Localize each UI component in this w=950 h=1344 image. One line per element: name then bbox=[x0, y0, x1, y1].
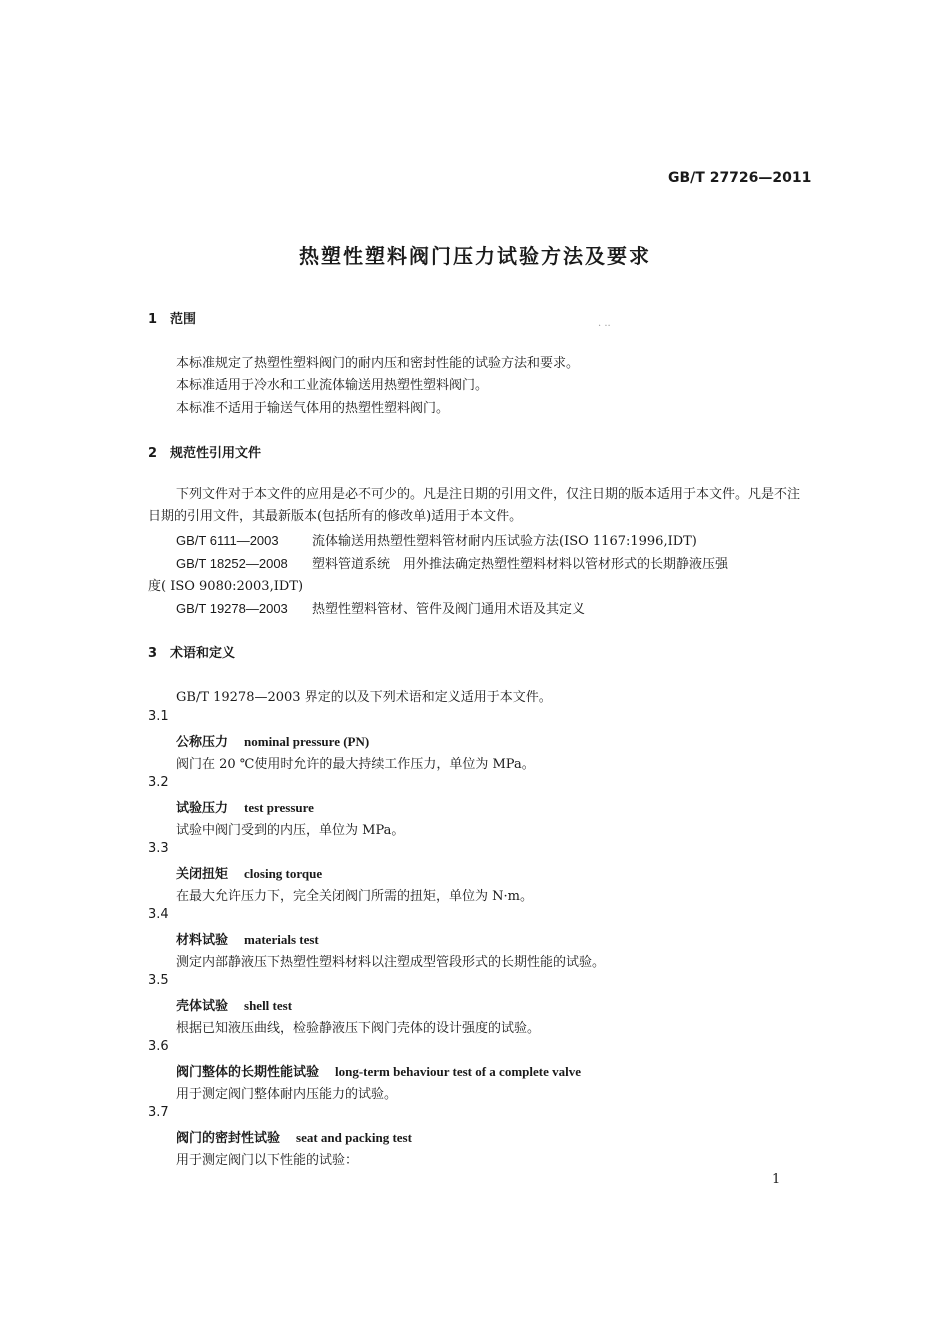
term-en: nominal pressure (PN) bbox=[244, 734, 370, 749]
reference-title: 流体输送用热塑性塑料管材耐内压试验方法(ISO 1167:1996,IDT) bbox=[312, 534, 697, 549]
term-en: shell test bbox=[244, 998, 293, 1013]
section-title: 规范性引用文件 bbox=[170, 446, 262, 461]
reference-code: GB/T 19278—2003 bbox=[176, 601, 288, 616]
document-title: 热塑性塑料阀门压力试验方法及要求 bbox=[299, 244, 651, 268]
reference-item bbox=[176, 598, 585, 617]
term-definition: 用于测定阀门以下性能的试验： bbox=[176, 1153, 359, 1168]
term-zh: 材料试验 bbox=[176, 933, 229, 948]
term-zh: 阀门整体的长期性能试验 bbox=[176, 1065, 320, 1080]
term-number: 3.5 bbox=[148, 973, 169, 988]
paragraph: 下列文件对于本文件的应用是必不可少的。凡是注日期的引用文件，仅注日期的版本适用于本文件。凡是不注日期的引用文件，其最新版本(包括所有的修改单)适用于本文件。 bbox=[148, 487, 801, 524]
paragraph: GB/T 19278—2003 界定的以及下列术语和定义适用于本文件。 bbox=[176, 690, 552, 705]
standard-code: GB/T 27726—2011 bbox=[668, 170, 812, 186]
term-heading bbox=[176, 797, 314, 816]
term-definition: 试验中阀门受到的内压，单位为 MPa。 bbox=[176, 823, 405, 838]
term-definition: 在最大允许压力下，完全关闭阀门所需的扭矩，单位为 N·m。 bbox=[176, 889, 533, 904]
term-heading bbox=[176, 863, 322, 882]
term-heading bbox=[176, 731, 369, 750]
term-en: seat and packing test bbox=[296, 1130, 412, 1145]
term-definition: 阀门在 20 ℃使用时允许的最大持续工作压力，单位为 MPa。 bbox=[176, 757, 535, 772]
paragraph: 本标准规定了热塑性塑料阀门的耐内压和密封性能的试验方法和要求。 bbox=[176, 356, 580, 371]
section-1-heading bbox=[148, 308, 196, 327]
reference-title: 热塑性塑料管材、管件及阀门通用术语及其定义 bbox=[312, 602, 586, 617]
section-3-heading bbox=[148, 642, 235, 661]
section-title: 术语和定义 bbox=[170, 646, 236, 661]
section-title: 范围 bbox=[170, 312, 197, 327]
term-en: materials test bbox=[244, 932, 319, 947]
term-heading bbox=[176, 995, 292, 1014]
term-zh: 阀门的密封性试验 bbox=[176, 1131, 281, 1146]
term-definition: 根据已知液压曲线，检验静液压下阀门壳体的设计强度的试验。 bbox=[176, 1021, 541, 1036]
section-number: 2 bbox=[148, 446, 158, 461]
page-number: 1 bbox=[772, 1172, 781, 1187]
paragraph: 本标准不适用于输送气体用的热塑性塑料阀门。 bbox=[176, 401, 450, 416]
reference-item bbox=[176, 553, 728, 572]
term-zh: 试验压力 bbox=[176, 801, 229, 816]
term-number: 3.1 bbox=[148, 709, 169, 724]
term-number: 3.6 bbox=[148, 1039, 169, 1054]
reference-item bbox=[176, 530, 697, 549]
term-number: 3.3 bbox=[148, 841, 169, 856]
reference-code: GB/T 18252—2008 bbox=[176, 556, 288, 571]
term-definition: 用于测定阀门整体耐内压能力的试验。 bbox=[176, 1087, 398, 1102]
term-zh: 壳体试验 bbox=[176, 999, 229, 1014]
term-en: test pressure bbox=[244, 800, 314, 815]
term-heading bbox=[176, 929, 319, 948]
section-number: 1 bbox=[148, 312, 158, 327]
term-en: closing torque bbox=[244, 866, 323, 881]
scan-marks: . .. bbox=[598, 318, 611, 329]
term-zh: 关闭扭矩 bbox=[176, 867, 229, 882]
section-number: 3 bbox=[148, 646, 158, 661]
term-definition: 测定内部静液压下热塑性塑料材料以注塑成型管段形式的长期性能的试验。 bbox=[176, 955, 606, 970]
term-number: 3.2 bbox=[148, 775, 169, 790]
term-heading bbox=[176, 1127, 412, 1146]
section-2-heading bbox=[148, 442, 261, 461]
term-number: 3.7 bbox=[148, 1105, 169, 1120]
reference-continuation: 度( ISO 9080:2003,IDT) bbox=[148, 579, 304, 594]
term-heading bbox=[176, 1061, 581, 1080]
term-zh: 公称压力 bbox=[176, 735, 229, 750]
term-en: long-term behaviour test of a complete valve bbox=[335, 1064, 581, 1079]
term-number: 3.4 bbox=[148, 907, 169, 922]
reference-title: 塑料管道系统 用外推法确定热塑性塑料材料以管材形式的长期静液压强 bbox=[312, 557, 729, 572]
paragraph: 本标准适用于冷水和工业流体输送用热塑性塑料阀门。 bbox=[176, 378, 489, 393]
reference-code: GB/T 6111—2003 bbox=[176, 533, 279, 548]
